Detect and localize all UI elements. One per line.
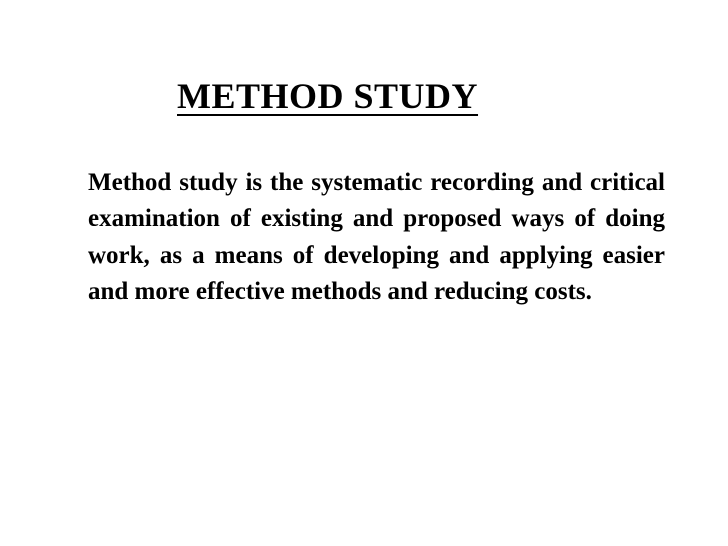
slide-title: METHOD STUDY [177, 76, 479, 116]
slide-body-paragraph: Method study is the systematic recording and critical examination of existing and proposed ways of doing work, as a means of developing and applying easier and more effective methods and reducing costs. [88, 169, 665, 306]
